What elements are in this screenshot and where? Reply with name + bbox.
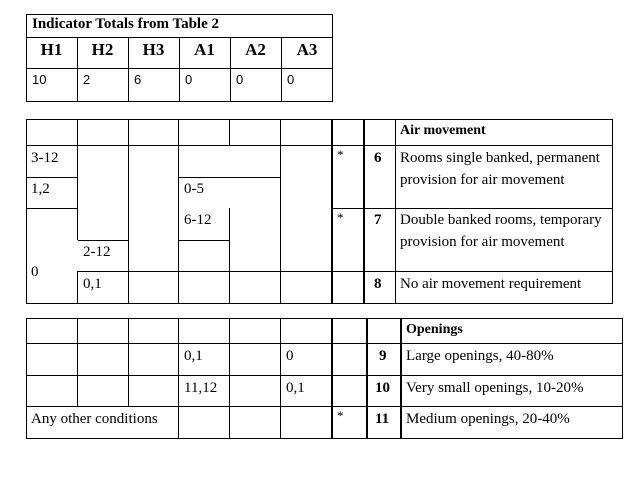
air-r1-h1: 3-12 [31, 150, 59, 166]
header-h2: H2 [91, 40, 114, 59]
air-r5-h1: 0 [31, 264, 39, 280]
air-r3-star: * [337, 210, 344, 225]
value-h3: 6 [134, 72, 142, 87]
air-r2-a1: 0-5 [184, 181, 204, 197]
air-r5-num: 8 [374, 276, 382, 292]
openings-heading: Openings [406, 322, 463, 337]
open-r3-num: 11 [375, 411, 390, 427]
open-r1-a3: 0 [286, 348, 294, 364]
air-r3-desc-line2: provision for air movement [400, 234, 565, 250]
air-r1-star: * [337, 147, 344, 162]
air-r3-num: 7 [374, 212, 382, 228]
open-r3-desc: Medium openings, 20-40% [406, 411, 570, 427]
air-r1-desc-line1: Rooms single banked, permanent [400, 150, 600, 166]
header-a3: A3 [296, 40, 318, 59]
header-h3: H3 [142, 40, 165, 59]
air-r4-h2: 2-12 [83, 244, 111, 260]
air-r2-h1: 1,2 [31, 181, 50, 197]
totals-title: Indicator Totals from Table 2 [32, 16, 219, 32]
open-r3-h1: Any other conditions [31, 411, 158, 427]
air-r3-a1: 6-12 [184, 212, 212, 228]
value-a2: 0 [236, 72, 244, 87]
open-r3-star: * [337, 408, 344, 423]
open-r1-desc: Large openings, 40-80% [406, 348, 554, 364]
open-r1-a1: 0,1 [184, 348, 203, 364]
air-r5-h2: 0,1 [83, 276, 102, 292]
open-r1-num: 9 [379, 348, 387, 364]
value-a3: 0 [287, 72, 295, 87]
header-a1: A1 [194, 40, 215, 59]
air-r5-desc: No air movement requirement [400, 276, 582, 292]
open-r2-num: 10 [375, 380, 390, 396]
header-a2: A2 [245, 40, 266, 59]
air-r1-desc-line2: provision for air movement [400, 172, 565, 188]
value-h1: 10 [32, 72, 47, 87]
value-a1: 0 [185, 72, 193, 87]
air-heading: Air movement [400, 123, 486, 138]
header-h1: H1 [40, 40, 63, 59]
open-r2-a1: 11,12 [184, 380, 218, 396]
open-r2-a3: 0,1 [286, 380, 305, 396]
air-r1-num: 6 [374, 150, 382, 166]
open-r2-desc: Very small openings, 10-20% [406, 380, 584, 396]
value-h2: 2 [83, 72, 91, 87]
air-r3-desc-line1: Double banked rooms, temporary [400, 212, 602, 228]
